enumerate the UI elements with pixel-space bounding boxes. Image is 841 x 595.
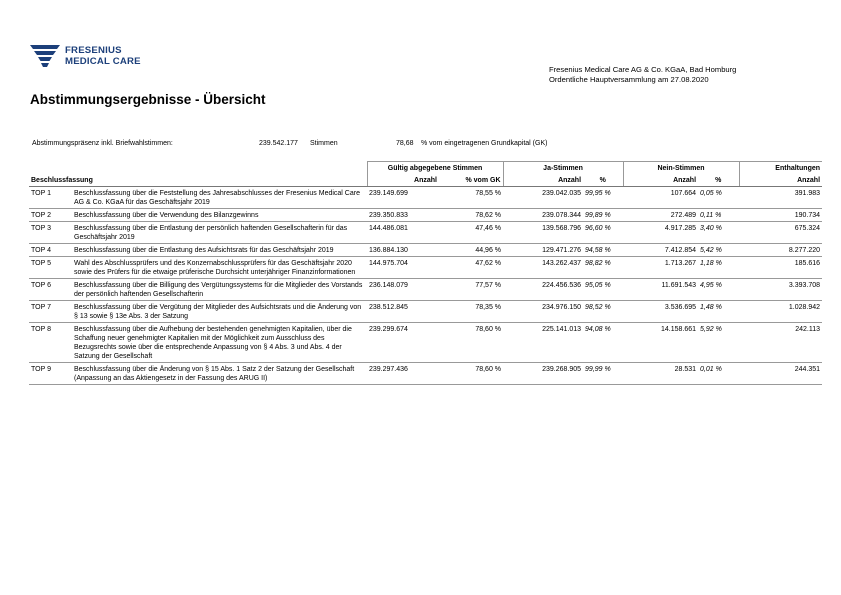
header-resolution: Beschlussfassung [29,174,367,187]
presence-percent: 78,68 [396,140,414,147]
company-logo [30,44,150,70]
header-valid-pct-gk: % vom GK [439,174,503,187]
yes-count: 139.568.796 [503,222,583,244]
agenda-item: TOP 3 [29,222,72,244]
valid-count: 239.350.833 [367,209,439,222]
no-count: 7.412.854 [623,244,698,257]
abstain-count: 190.734 [739,209,822,222]
resolution-text: Beschlussfassung über die Aufhebung der bestehenden genehmigten Kapitalien, über die Schaffung neuer genehmigter Kapitalien mit der Möglichkeit zum Ausschluss des Bezugsrechts sowie über die entsprechende Anpassung von § 4 Abs. 3 und Abs. 4 der Satzung der Gesellschaft [72,323,367,363]
logo-line-1: FRESENIUS [65,45,122,56]
page-title: Abstimmungsergebnisse - Übersicht [30,92,266,107]
meeting-info: Ordentliche Hauptversammlung am 27.08.2020 [549,74,709,84]
table-row [29,187,822,209]
header-yes-count: Anzahl [503,174,583,187]
header-abstain-count: Anzahl [739,174,822,187]
resolution-text: Beschlussfassung über die Billigung des Vergütungssystems für die Mitglieder des Vorstands der persönlich haftenden Gesellschafterin [72,279,367,301]
yes-count: 239.078.344 [503,209,583,222]
valid-count: 144.975.704 [367,257,439,279]
resolution-text: Beschlussfassung über die Änderung von § 15 Abs. 1 Satz 2 der Satzung der Gesellschaft (Anpassung an das Aktiengesetz in der Fassung des ARUG II) [72,363,367,385]
fresenius-logo-icon [30,44,60,70]
agenda-item: TOP 7 [29,301,72,323]
valid-pct: 44,96 % [439,244,503,257]
abstain-count: 1.028.942 [739,301,822,323]
header-no-pct: % [698,174,739,187]
resolution-text: Beschlussfassung über die Feststellung des Jahresabschlusses der Fresenius Medical Care AG & Co. KGaA für das Geschäftsjahr 2019 [72,187,367,209]
yes-pct: 94,58 % [583,244,623,257]
no-pct: 4,95 % [698,279,739,301]
yes-pct: 98,82 % [583,257,623,279]
yes-pct: 98,52 % [583,301,623,323]
presence-count: 239.542.177 [259,140,298,147]
no-pct: 5,42 % [698,244,739,257]
valid-count: 238.512.845 [367,301,439,323]
group-no-votes: Nein-Stimmen [623,162,739,175]
valid-count: 239.299.674 [367,323,439,363]
yes-count: 239.268.905 [503,363,583,385]
yes-count: 225.141.013 [503,323,583,363]
agenda-item: TOP 4 [29,244,72,257]
no-pct: 1,48 % [698,301,739,323]
presence-percent-label: % vom eingetragenen Grundkapital (GK) [421,140,548,147]
valid-count: 144.486.081 [367,222,439,244]
table-row [29,222,822,244]
presence-unit: Stimmen [310,140,338,147]
header-yes-pct: % [583,174,623,187]
agenda-item: TOP 6 [29,279,72,301]
table-row [29,301,822,323]
abstain-count: 244.351 [739,363,822,385]
resolution-text: Beschlussfassung über die Verwendung des Bilanzgewinns [72,209,367,222]
header-no-count: Anzahl [623,174,698,187]
no-count: 272.489 [623,209,698,222]
results-table [29,161,822,385]
agenda-item: TOP 8 [29,323,72,363]
no-count: 3.536.695 [623,301,698,323]
abstain-count: 391.983 [739,187,822,209]
yes-pct: 94,08 % [583,323,623,363]
yes-count: 224.456.536 [503,279,583,301]
presence-label: Abstimmungspräsenz inkl. Briefwahlstimmen: [32,140,173,147]
no-pct: 0,05 % [698,187,739,209]
logo-text [65,45,141,67]
presence-line [30,140,730,150]
group-valid-votes: Gültig abgegebene Stimmen [367,162,503,175]
yes-pct: 95,05 % [583,279,623,301]
valid-pct: 78,35 % [439,301,503,323]
resolution-text: Wahl des Abschlussprüfers und des Konzernabschlussprüfers für das Geschäftsjahr 2020 sowie des Prüfers für die etwaige prüferische Durchsicht unterjähriger Finanzinformationen [72,257,367,279]
agenda-item: TOP 2 [29,209,72,222]
abstain-count: 8.277.220 [739,244,822,257]
table-row [29,257,822,279]
yes-pct: 99,99 % [583,363,623,385]
group-header-row [29,162,822,175]
no-count: 14.158.661 [623,323,698,363]
abstain-count: 242.113 [739,323,822,363]
table-row [29,363,822,385]
abstain-count: 185.616 [739,257,822,279]
yes-pct: 96,60 % [583,222,623,244]
valid-pct: 78,62 % [439,209,503,222]
valid-pct: 78,55 % [439,187,503,209]
yes-pct: 99,95 % [583,187,623,209]
table-row [29,244,822,257]
no-count: 4.917.285 [623,222,698,244]
valid-pct: 77,57 % [439,279,503,301]
valid-pct: 78,60 % [439,323,503,363]
company-name: Fresenius Medical Care AG & Co. KGaA, Bad Homburg [549,65,737,74]
header-valid-count: Anzahl [367,174,439,187]
no-count: 1.713.267 [623,257,698,279]
abstain-count: 675.324 [739,222,822,244]
no-pct: 5,92 % [698,323,739,363]
no-pct: 3,40 % [698,222,739,244]
valid-count: 236.148.079 [367,279,439,301]
no-pct: 0,11 % [698,209,739,222]
agenda-item: TOP 1 [29,187,72,209]
group-yes-votes: Ja-Stimmen [503,162,623,175]
yes-count: 239.042.035 [503,187,583,209]
valid-pct: 47,46 % [439,222,503,244]
valid-pct: 47,62 % [439,257,503,279]
valid-count: 136.884.130 [367,244,439,257]
column-header-row [29,174,822,187]
resolution-text: Beschlussfassung über die Entlastung der persönlich haftenden Gesellschafterin für das Geschäftsjahr 2019 [72,222,367,244]
valid-count: 239.297.436 [367,363,439,385]
table-row [29,323,822,363]
abstain-count: 3.393.708 [739,279,822,301]
yes-count: 143.262.437 [503,257,583,279]
yes-count: 234.976.150 [503,301,583,323]
no-pct: 1,18 % [698,257,739,279]
valid-count: 239.149.699 [367,187,439,209]
table-row [29,209,822,222]
resolution-text: Beschlussfassung über die Vergütung der Mitglieder des Aufsichtsrats und die Änderung von § 13 sowie § 13e Abs. 3 der Satzung [72,301,367,323]
group-abstentions: Enthaltungen [739,162,822,175]
company-info [549,65,736,84]
agenda-item: TOP 9 [29,363,72,385]
no-pct: 0,01 % [698,363,739,385]
valid-pct: 78,60 % [439,363,503,385]
no-count: 28.531 [623,363,698,385]
no-count: 11.691.543 [623,279,698,301]
table-row [29,279,822,301]
logo-line-2: MEDICAL CARE [65,56,141,67]
no-count: 107.664 [623,187,698,209]
agenda-item: TOP 5 [29,257,72,279]
resolution-text: Beschlussfassung über die Entlastung des Aufsichtsrats für das Geschäftsjahr 2019 [72,244,367,257]
yes-count: 129.471.276 [503,244,583,257]
yes-pct: 99,89 % [583,209,623,222]
